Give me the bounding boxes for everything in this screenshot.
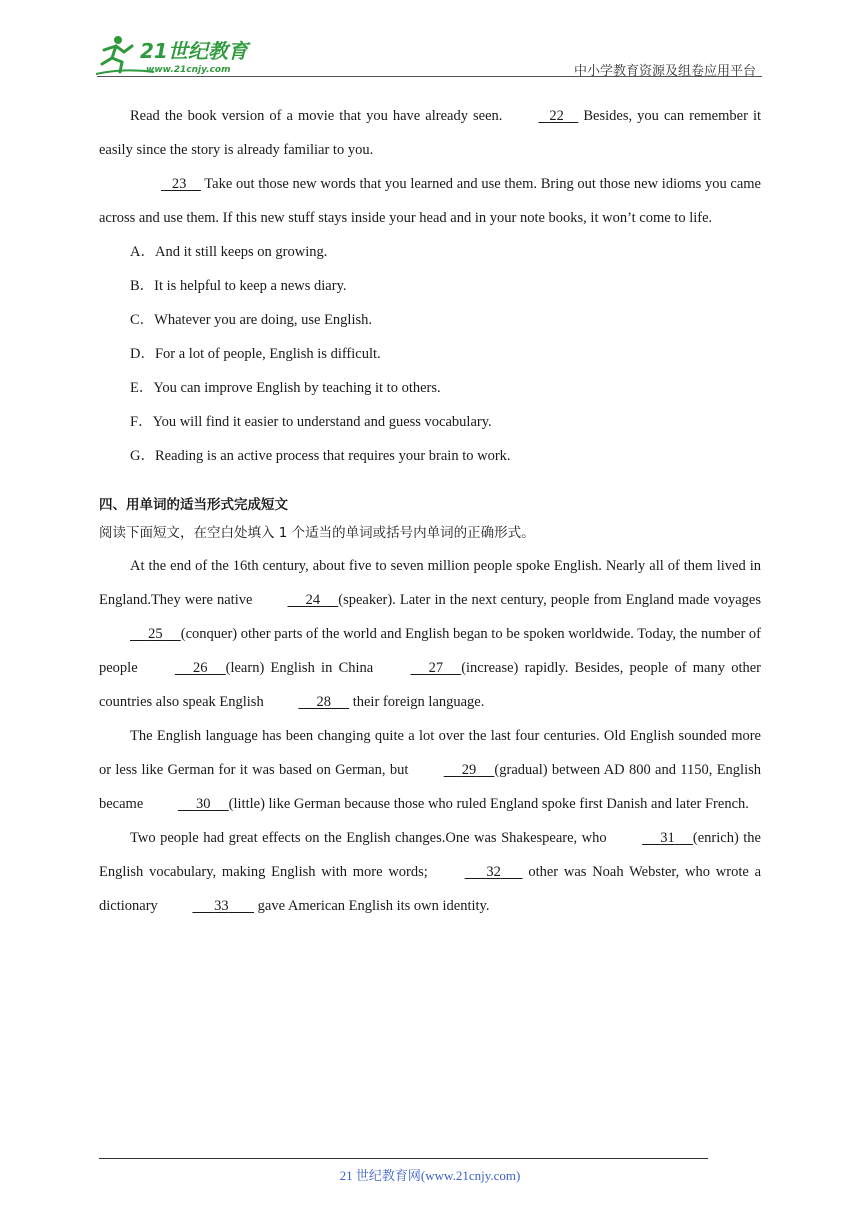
runner-logo-icon xyxy=(94,34,264,78)
blank-30: 30 xyxy=(196,796,211,812)
passage2-paragraph-1: At the end of the 16th century, about five to seven million people spoke English. Nearly all of them lived in England.They were native 24 (speaker). Later in the next century, people from England made voyages 25 (conquer) other parts of the world and English began to be spoken worldwide. Today, the number of people 26 (learn) English in China 27 (increase) rapidly. Besides, people of many other countries also speak English 28 their foreign language. xyxy=(99,549,761,719)
blank-33: 33 xyxy=(214,898,229,914)
header-platform-text: 中小学教育资源及组卷应用平台 xyxy=(573,64,756,79)
header-divider xyxy=(97,76,762,77)
option-c: C．Whatever you are doing, use English. xyxy=(130,312,373,328)
option-b: B．It is helpful to keep a news diary. xyxy=(130,278,347,294)
blank-25: 25 xyxy=(148,626,163,642)
option-g: G．Reading is an active process that requires your brain to work. xyxy=(130,448,511,464)
blank-26: 26 xyxy=(193,660,208,676)
passage2-paragraph-2: The English language has been changing quite a lot over the last four centuries. Old English sounded more or less like German for it was based on German, but 29 (gradual) between AD 800 and 1150, English became 30 (little) like German because those who ruled England spoke first Danish and later French. xyxy=(99,719,761,821)
text-span: Read the book version of a movie that you have already seen. xyxy=(130,108,508,124)
text-span: Besides, you can remember it easily since the story is already familiar to you. xyxy=(99,108,761,158)
text-span: Take out those new words that you learned and use them. Bring out those new idioms you came across and use them. If this new stuff stays inside your head and in your note books, it won’t come to life. xyxy=(99,176,761,226)
site-logo[interactable] xyxy=(94,34,264,78)
option-e: E．You can improve English by teaching it to others. xyxy=(130,380,441,396)
option-d: D．For a lot of people, English is difficult. xyxy=(130,346,381,362)
blank-29: 29 xyxy=(461,762,477,778)
blank-24: 24 xyxy=(305,592,321,608)
blank-31: 31 xyxy=(660,830,675,846)
blank-32: 32 xyxy=(486,864,501,880)
page-header xyxy=(0,0,860,80)
passage2-paragraph-3: Two people had great effects on the English changes.One was Shakespeare, who 31 (enrich) the English vocabulary, making English with more words; 32 other was Noah Webster, who wrote a dictionary 33 gave American English its own identity. xyxy=(99,821,761,923)
passage1-paragraph-1 xyxy=(99,99,761,167)
blank-23: 23 xyxy=(171,176,187,192)
blank-28: 28 xyxy=(316,694,331,710)
logo-text: 21世纪教育 xyxy=(140,39,248,63)
document-body xyxy=(99,99,761,923)
footer-link[interactable]: 21 世纪教育网(www.21cnjy.com) xyxy=(339,1168,521,1183)
blank-27: 27 xyxy=(428,660,444,676)
section-4-title: 四、用单词的适当形式完成短文 xyxy=(99,497,288,513)
option-f: F．You will find it easier to understand and guess vocabulary. xyxy=(130,414,492,430)
section-4-instruction: 阅读下面短文，在空白处填入 1 个适当的单词或括号内单词的正确形式。 xyxy=(99,525,535,541)
blank-22: 22 xyxy=(549,108,564,124)
footer-divider xyxy=(99,1158,708,1159)
option-a: A．And it still keeps on growing. xyxy=(130,244,328,260)
passage1-paragraph-2 xyxy=(99,167,761,235)
logo-url: www.21cnjy.com xyxy=(146,65,231,75)
